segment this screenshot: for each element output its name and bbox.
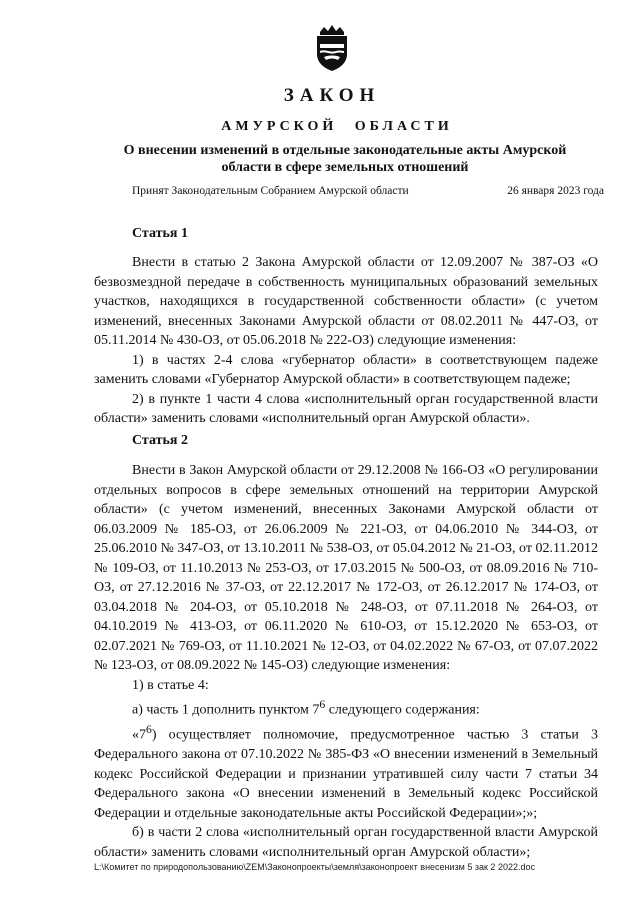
quote-open: «7 bbox=[132, 727, 146, 743]
article-1-paragraph-2: 1) в частях 2-4 слова «губернатор области» в соответствующем падеже заменить словами «Губернатор Амурской области» в соответствующем падеже; bbox=[94, 352, 598, 387]
adopted-date: 26 января 2023 года bbox=[507, 185, 604, 197]
adopted-by: Принят Законодательным Собранием Амурской области bbox=[132, 185, 409, 197]
item-1a-text: а) часть 1 дополнить пунктом 7 bbox=[132, 702, 320, 718]
document-title: ЗАКОН bbox=[283, 85, 381, 106]
article-1-paragraph-3: 2) в пункте 1 части 4 слова «исполнительный орган государственной власти области» заменить словами «исполнительный орган Амурской области». bbox=[94, 391, 598, 426]
article-2-item-1a bbox=[94, 695, 598, 720]
article-1-body bbox=[94, 253, 598, 429]
item-1a-text-end: следующего содержания: bbox=[325, 702, 480, 718]
article-1-paragraph-1: Внести в статью 2 Закона Амурской области от 12.09.2007 № 387-ОЗ «О безвозмездной передаче в собственность муниципальных образований земельных участков, находящихся в государственной собственности области» (с учетом изменений, внесенных Законами Амурской области от 08.02.2011 № 447-ОЗ, от 05.11.2014 № 430-ОЗ, от 05.06.2018 № 222-ОЗ) следующие изменения: bbox=[94, 255, 598, 348]
item-1a-superscript: 6 bbox=[319, 698, 326, 711]
article-2-quote bbox=[94, 720, 598, 823]
coat-of-arms-icon bbox=[312, 24, 352, 72]
article-2-heading: Статья 2 bbox=[132, 433, 188, 448]
article-2-item-1: 1) в статье 4: bbox=[132, 677, 209, 693]
article-1-heading: Статья 1 bbox=[132, 226, 188, 241]
law-subtitle: О внесении изменений в отдельные законодательные акты Амурской области в сфере земельных отношений bbox=[123, 143, 567, 175]
quote-superscript: 6 bbox=[146, 723, 152, 737]
region-title: АМУРСКОЙ ОБЛАСТИ bbox=[221, 119, 453, 134]
article-2-intro: Внести в Закон Амурской области от 29.12.2008 № 166-ОЗ «О регулировании отдельных вопросов в сфере земельных отношений на территории Амурской области» (с учетом изменений, внесенных Законами Амурской области от 06.03.2009 № 185-ОЗ, от 26.06.2009 № 221-ОЗ, от 04.06.2010 № 344-ОЗ, от 25.06.2010 № 347-ОЗ, от 13.10.2011 № 538-ОЗ, от 05.04.2012 № 21-ОЗ, от 02.11.2012 № 109-ОЗ, от 11.10.2013 № 253-ОЗ, от 17.03.2015 № 500-ОЗ, от 08.09.2016 № 710-ОЗ, от 27.12.2016 № 37-ОЗ, от 22.12.2017 № 172-ОЗ, от 26.12.2017 № 174-ОЗ, от 03.04.2018 № 204-ОЗ, от 05.10.2018 № 248-ОЗ, от 07.11.2018 № 264-ОЗ, от 04.10.2019 № 413-ОЗ, от 06.11.2020 № 610-ОЗ, от 15.12.2020 № 653-ОЗ, от 02.07.2021 № 769-ОЗ, от 11.10.2021 № 12-ОЗ, от 04.02.2022 № 67-ОЗ, от 07.07.2022 № 123-ОЗ, от 08.09.2022 № 145-ОЗ) следующие изменения: bbox=[94, 463, 598, 673]
quote-text: ) осуществляет полномочие, предусмотренное частью 3 статьи 3 Федерального закона от 07.10.2022 № 385-ФЗ «О внесении изменений в Земельный кодекс Российской Федерации и признании утратившей силу части 7 статьи 34 Федерального закона «О внесении изменений в Земельный кодекс Российской Федерации и отдельные законодательные акты Российской Федерации»;»; bbox=[94, 727, 598, 821]
file-path-footer: L:\Комитет по природопользованию\ZEM\Законопроекты\земля\законопроект внесенизм 5 зак 2 2022.doc bbox=[94, 862, 535, 872]
article-2-item-1b: б) в части 2 слова «исполнительный орган государственной власти Амурской области» заменить словами «исполнительный орган Амурской области»; bbox=[94, 825, 598, 860]
article-2-body bbox=[94, 461, 598, 862]
